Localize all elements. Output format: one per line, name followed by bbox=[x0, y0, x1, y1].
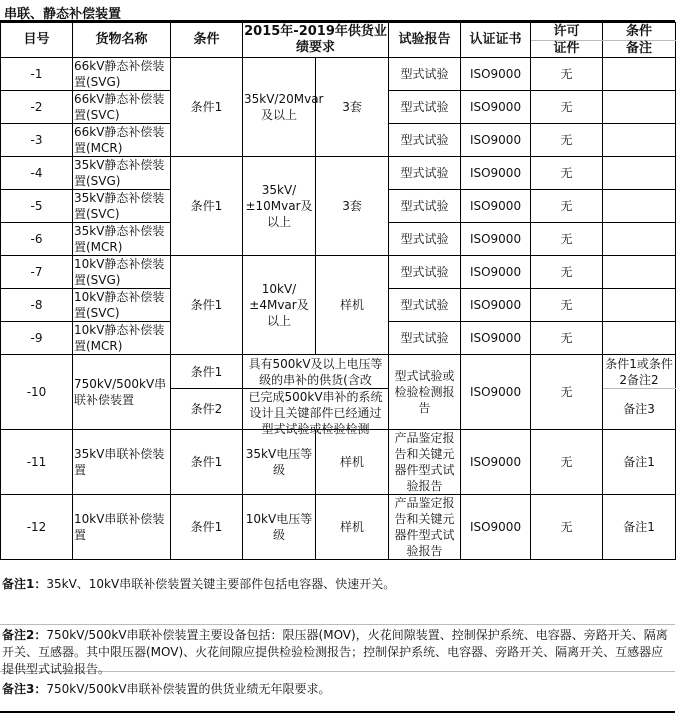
row-cond: 条件1 bbox=[171, 495, 243, 560]
row-license: 无 bbox=[531, 355, 603, 430]
row-test: 型式试验 bbox=[389, 322, 461, 355]
row-no: -11 bbox=[1, 430, 73, 495]
row-cert: ISO9000 bbox=[461, 256, 531, 289]
row-qty: 3套 bbox=[316, 58, 389, 157]
row-cert: ISO9000 bbox=[461, 190, 531, 223]
row-no: -3 bbox=[1, 124, 73, 157]
header-remark-2: 备注 bbox=[603, 41, 676, 58]
row-no: -4 bbox=[1, 157, 73, 190]
row-cond: 条件1 bbox=[171, 355, 243, 389]
row-remark bbox=[603, 256, 676, 289]
row-test: 型式试验或检验检测报告 bbox=[389, 355, 461, 430]
row-remark: 备注1 bbox=[603, 430, 676, 495]
row-no: -7 bbox=[1, 256, 73, 289]
row-cert: ISO9000 bbox=[461, 322, 531, 355]
header-remark: 条件 bbox=[603, 23, 676, 41]
row-perf: 10kV/±4Mvar及以上 bbox=[243, 256, 316, 355]
row-license: 无 bbox=[531, 124, 603, 157]
row-no: -6 bbox=[1, 223, 73, 256]
row-license: 无 bbox=[531, 58, 603, 91]
note-text: 750kV/500kV串联补偿装置的供货业绩无年限要求。 bbox=[46, 682, 331, 696]
row-test: 型式试验 bbox=[389, 289, 461, 322]
note-2 bbox=[0, 625, 675, 676]
note-1 bbox=[0, 559, 675, 625]
row-name: 10kV静态补偿装置(SVC) bbox=[73, 289, 171, 322]
row-perf: 35kV/±10Mvar及以上 bbox=[243, 157, 316, 256]
row-test: 型式试验 bbox=[389, 91, 461, 124]
row-remark bbox=[603, 157, 676, 190]
row-name: 35kV串联补偿装置 bbox=[73, 430, 171, 495]
row-cert: ISO9000 bbox=[461, 430, 531, 495]
row-name: 35kV静态补偿装置(SVG) bbox=[73, 157, 171, 190]
row-test: 产品鉴定报告和关键元器件型式试验报告 bbox=[389, 430, 461, 495]
row-license: 无 bbox=[531, 495, 603, 560]
note-text: 35kV、10kV串联补偿装置关键主要部件包括电容器、快速开关。 bbox=[46, 577, 396, 591]
row-cert: ISO9000 bbox=[461, 157, 531, 190]
row-qty: 样机 bbox=[316, 430, 389, 495]
row-cond: 条件1 bbox=[171, 256, 243, 355]
row-cert: ISO9000 bbox=[461, 58, 531, 91]
row-cert: ISO9000 bbox=[461, 124, 531, 157]
row-name: 750kV/500kV串联补偿装置 bbox=[73, 355, 171, 430]
row-license: 无 bbox=[531, 190, 603, 223]
note-text: 750kV/500kV串联补偿装置主要设备包括：限压器(MOV)，火花间隙装置、控制保护系统、电容器、旁路开关、隔离开关、互感器。其中限压器(MOV)、火花间隙应提供检验检测报告；控制保护系统、电容器、旁路开关、隔离开关、互感器应提供型式试验报告。 bbox=[2, 628, 668, 676]
row-test: 型式试验 bbox=[389, 157, 461, 190]
row-perf: 10kV电压等级 bbox=[243, 495, 316, 560]
header-test: 试验报告 bbox=[389, 23, 461, 58]
row-remark bbox=[603, 58, 676, 91]
row-license: 无 bbox=[531, 157, 603, 190]
row-name: 10kV静态补偿装置(SVG) bbox=[73, 256, 171, 289]
row-license: 无 bbox=[531, 430, 603, 495]
row-perf-2: 已完成500kV串补的系统设计且关键部件已经通过型式试验或检验检测 bbox=[248, 390, 383, 436]
note-3 bbox=[0, 672, 675, 713]
row-remark bbox=[603, 289, 676, 322]
row-remark bbox=[603, 322, 676, 355]
header-license-2: 证件 bbox=[531, 41, 603, 58]
requirements-table bbox=[0, 22, 676, 560]
row-remark bbox=[603, 223, 676, 256]
row-license: 无 bbox=[531, 91, 603, 124]
header-cert: 认证证书 bbox=[461, 23, 531, 58]
row-license: 无 bbox=[531, 223, 603, 256]
header-perf: 2015年-2019年供货业绩要求 bbox=[243, 23, 389, 58]
row-name: 66kV静态补偿装置(SVC) bbox=[73, 91, 171, 124]
row-remark bbox=[603, 124, 676, 157]
row-name: 10kV静态补偿装置(MCR) bbox=[73, 322, 171, 355]
table-row bbox=[1, 157, 676, 190]
row-cert: ISO9000 bbox=[461, 223, 531, 256]
header-name: 货物名称 bbox=[73, 23, 171, 58]
row-cond: 条件1 bbox=[171, 157, 243, 256]
row-perf: 具有500kV及以上电压等级的串补的供货(含改 bbox=[248, 356, 383, 387]
row-no: -9 bbox=[1, 322, 73, 355]
section-title: 串联、静态补偿装置 bbox=[0, 0, 675, 22]
row-name: 35kV静态补偿装置(SVC) bbox=[73, 190, 171, 223]
row-remark-2: 备注3 bbox=[603, 389, 676, 430]
row-test: 型式试验 bbox=[389, 58, 461, 91]
row-name: 66kV静态补偿装置(MCR) bbox=[73, 124, 171, 157]
row-name: 35kV静态补偿装置(MCR) bbox=[73, 223, 171, 256]
row-remark bbox=[603, 190, 676, 223]
row-qty: 3套 bbox=[316, 157, 389, 256]
row-cond: 条件1 bbox=[171, 430, 243, 495]
header-cond: 条件 bbox=[171, 23, 243, 58]
row-cert: ISO9000 bbox=[461, 289, 531, 322]
row-no: -10 bbox=[1, 355, 73, 430]
row-license: 无 bbox=[531, 289, 603, 322]
row-name: 10kV串联补偿装置 bbox=[73, 495, 171, 560]
row-license: 无 bbox=[531, 256, 603, 289]
row-test: 型式试验 bbox=[389, 124, 461, 157]
table-row bbox=[1, 256, 676, 289]
row-no: -5 bbox=[1, 190, 73, 223]
header-license: 许可 bbox=[531, 23, 603, 41]
row-perf: 35kV/20Mvar及以上 bbox=[243, 58, 316, 157]
row-cond: 条件1 bbox=[171, 58, 243, 157]
row-name: 66kV静态补偿装置(SVG) bbox=[73, 58, 171, 91]
row-test: 型式试验 bbox=[389, 223, 461, 256]
row-cond-2: 条件2 bbox=[171, 389, 243, 430]
row-no: -8 bbox=[1, 289, 73, 322]
row-no: -2 bbox=[1, 91, 73, 124]
row-license: 无 bbox=[531, 322, 603, 355]
note-label: 备注2： bbox=[2, 628, 47, 642]
row-cert: ISO9000 bbox=[461, 495, 531, 560]
row-remark bbox=[603, 91, 676, 124]
header-no: 目号 bbox=[1, 23, 73, 58]
row-test: 型式试验 bbox=[389, 190, 461, 223]
row-cert: ISO9000 bbox=[461, 355, 531, 430]
row-test: 产品鉴定报告和关键元器件型式试验报告 bbox=[389, 495, 461, 560]
row-remark: 备注1 bbox=[603, 495, 676, 560]
row-no: -12 bbox=[1, 495, 73, 560]
note-label: 备注3： bbox=[2, 682, 47, 696]
row-qty: 样机 bbox=[316, 256, 389, 355]
table-row bbox=[1, 58, 676, 91]
row-perf: 35kV电压等级 bbox=[243, 430, 316, 495]
row-qty: 样机 bbox=[316, 495, 389, 560]
row-test: 型式试验 bbox=[389, 256, 461, 289]
row-no: -1 bbox=[1, 58, 73, 91]
note-label: 备注1： bbox=[2, 577, 47, 591]
row-cert: ISO9000 bbox=[461, 91, 531, 124]
row-remark: 条件1或条件2备注2 bbox=[603, 355, 676, 389]
